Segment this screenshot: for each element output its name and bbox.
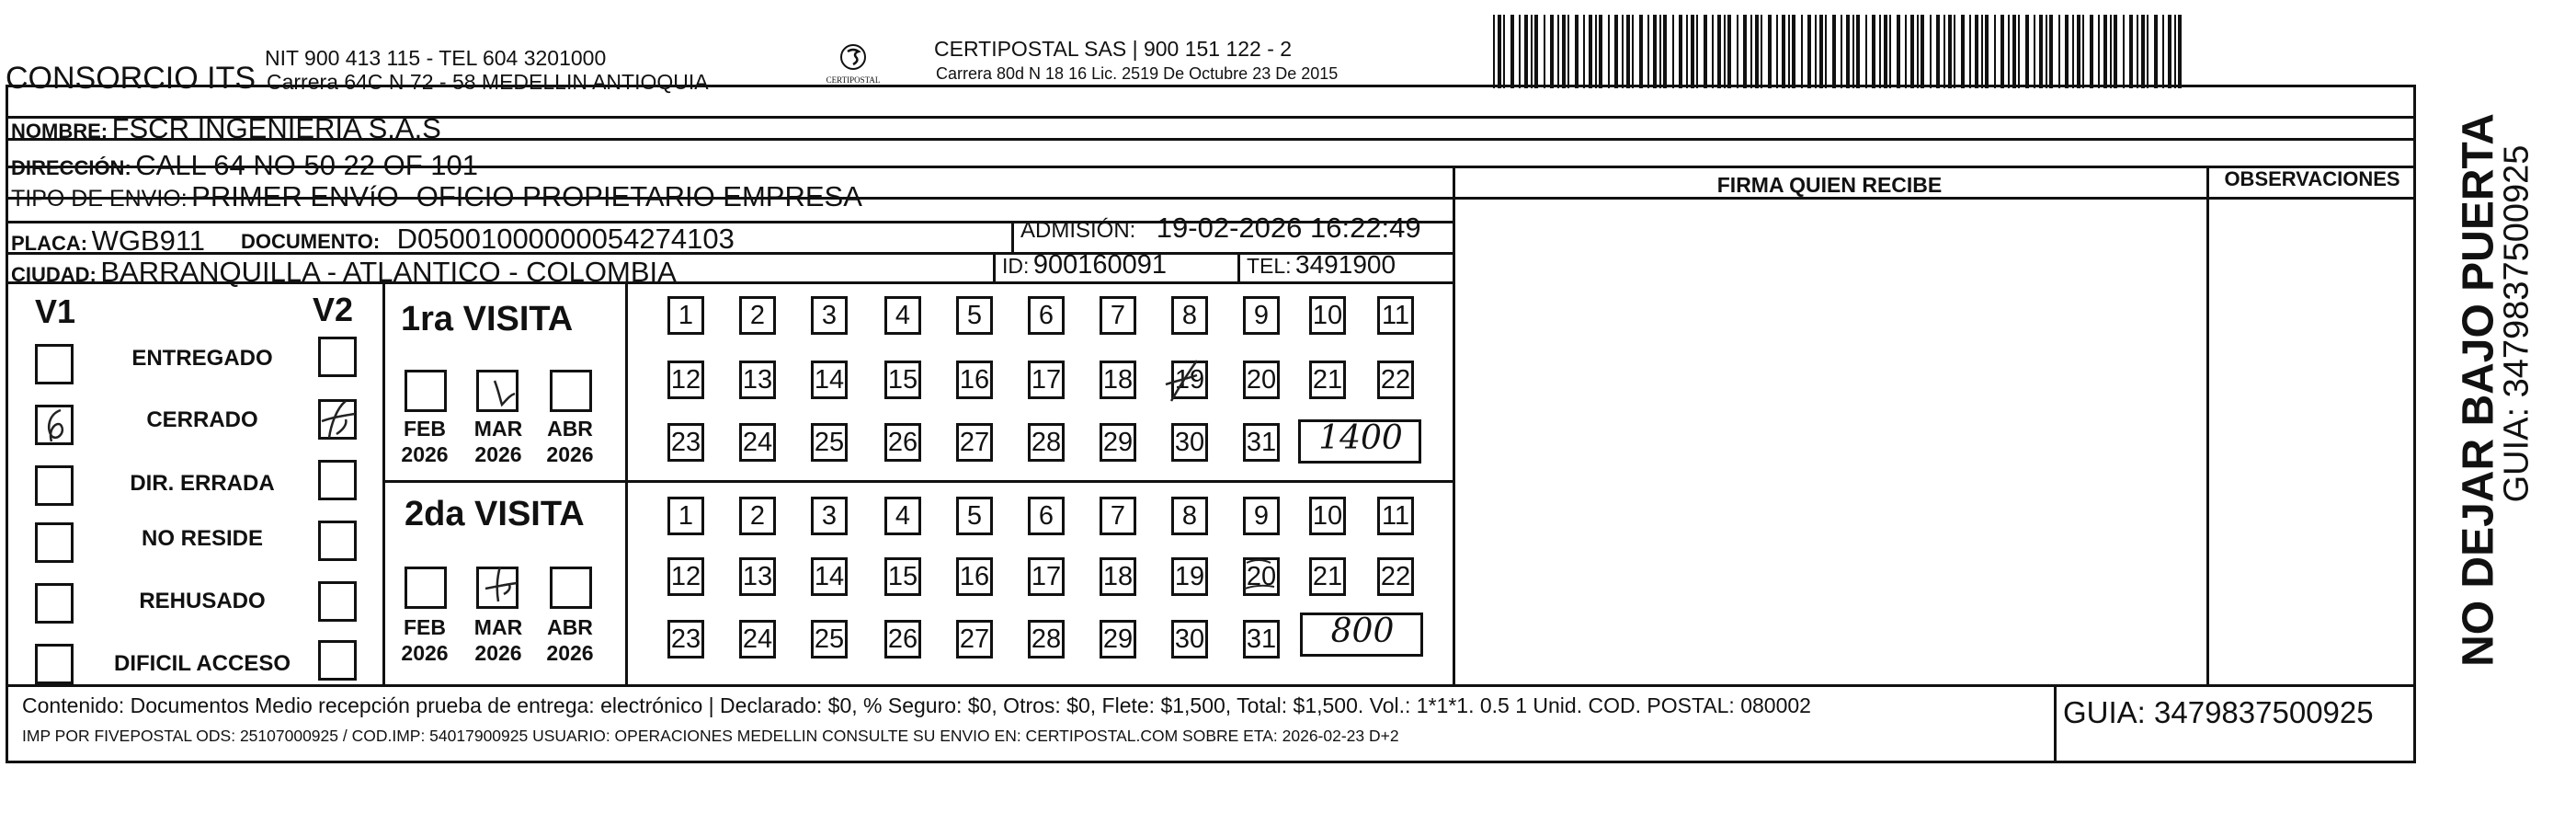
first-visit-day-21[interactable]: 21 xyxy=(1309,361,1346,399)
tel-row xyxy=(1247,250,1396,280)
v1-label: V1 xyxy=(35,292,76,330)
placa-value: WGB911 xyxy=(91,224,206,257)
second-visit-day-10[interactable]: 10 xyxy=(1309,497,1346,535)
footer-guia: GUIA: 3479837500925 xyxy=(2063,695,2374,729)
footer-imp: IMP POR FIVEPOSTAL ODS: 25107000925 / COD.IMP: 54017900925 USUARIO: OPERACIONES MEDELLIN CONSULTE SU ENVIO EN: CERTIPOSTAL.COM SOBRE ETA: 2026-02-23 D+2 xyxy=(22,727,1399,745)
first-visit-day-2[interactable]: 2 xyxy=(739,296,776,335)
v1-checkbox-dificil-acceso[interactable] xyxy=(35,644,74,684)
second-visit-day-19[interactable]: 19 xyxy=(1171,557,1208,596)
courier-address: Carrera 80d N 18 16 Lic. 2519 De Octubre 23 De 2015 xyxy=(936,64,1339,83)
second-visit-time: 800 xyxy=(1330,613,1395,650)
v2-checkbox-dir-errada[interactable] xyxy=(318,460,357,500)
second-visit-day-31[interactable]: 31 xyxy=(1243,620,1280,658)
first-visit-mar-mark xyxy=(476,368,522,418)
observaciones-heading: OBSERVACIONES xyxy=(2224,167,2400,190)
second-visit-day-8[interactable]: 8 xyxy=(1171,497,1208,535)
firma-heading: FIRMA QUIEN RECIBE xyxy=(1716,173,1943,197)
v2-checkbox-no-reside[interactable] xyxy=(318,521,357,561)
first-visit-day-19[interactable]: 19 xyxy=(1171,361,1208,399)
second-visit-day-30[interactable]: 30 xyxy=(1171,620,1208,658)
second-visit-day-7[interactable]: 7 xyxy=(1100,497,1136,535)
side-warning: NO DEJAR BAJO PUERTA xyxy=(2454,113,2503,667)
direccion-row xyxy=(11,149,478,182)
first-visit-day-3[interactable]: 3 xyxy=(811,296,848,335)
first-visit-day-10[interactable]: 10 xyxy=(1309,296,1346,335)
first-visit-day-14[interactable]: 14 xyxy=(811,361,848,399)
second-visit-day-1[interactable]: 1 xyxy=(667,497,704,535)
first-visit-day-28[interactable]: 28 xyxy=(1028,423,1065,462)
first-visit-day-9[interactable]: 9 xyxy=(1243,296,1280,335)
courier-line: CERTIPOSTAL SAS | 900 151 122 - 2 xyxy=(934,37,1293,61)
tipo-row xyxy=(11,180,862,213)
second-visit-day-17[interactable]: 17 xyxy=(1028,557,1065,596)
status-dificil-acceso: DIFICIL ACCESO xyxy=(113,651,291,676)
first-visit-day-1[interactable]: 1 xyxy=(667,296,704,335)
first-visit-feb-box[interactable] xyxy=(405,370,447,412)
first-visit-day-11[interactable]: 11 xyxy=(1377,296,1414,335)
second-visit-day-23[interactable]: 23 xyxy=(667,620,704,658)
second-visit-day-24[interactable]: 24 xyxy=(739,620,776,658)
direccion-value: CALL 64 NO 50 22 OF 101 xyxy=(135,149,479,181)
second-visit-day-25[interactable]: 25 xyxy=(811,620,848,658)
second-visit-day-3[interactable]: 3 xyxy=(811,497,848,535)
tipo-label: TIPO DE ENVIO: xyxy=(11,186,188,212)
status-dir-errada: DIR. ERRADA xyxy=(130,471,275,496)
documento-row xyxy=(241,223,735,256)
second-visit-day-20-mark xyxy=(1237,552,1283,608)
second-visit-day-11[interactable]: 11 xyxy=(1377,497,1414,535)
first-visit-day-26[interactable]: 26 xyxy=(884,423,921,462)
admision-value: 19-02-2026 16:22:49 xyxy=(1156,212,1421,244)
second-visit-day-9[interactable]: 9 xyxy=(1243,497,1280,535)
v1-checkbox-no-reside[interactable] xyxy=(35,522,74,563)
first-visit-day-18[interactable]: 18 xyxy=(1100,361,1136,399)
tel-label: TEL: xyxy=(1247,254,1292,278)
second-visit-day-21[interactable]: 21 xyxy=(1309,557,1346,596)
direccion-label: DIRECCIÓN: xyxy=(11,156,131,179)
nombre-row xyxy=(11,112,441,145)
second-visit-day-16[interactable]: 16 xyxy=(956,557,993,596)
second-visit-feb-box[interactable] xyxy=(405,567,447,609)
placa-label: PLACA: xyxy=(11,232,88,255)
second-visit-day-12[interactable]: 12 xyxy=(667,557,704,596)
nombre-value: FSCR INGENIERIA S.A.S xyxy=(111,112,441,144)
second-visit-feb-label: FEB 2026 xyxy=(401,615,449,665)
status-cerrado: CERRADO xyxy=(146,407,258,432)
first-visit-day-5[interactable]: 5 xyxy=(956,296,993,335)
second-visit-day-29[interactable]: 29 xyxy=(1100,620,1136,658)
first-visit-day-29[interactable]: 29 xyxy=(1100,423,1136,462)
v2-label: V2 xyxy=(313,291,354,328)
second-visit-abr-box[interactable] xyxy=(550,567,592,609)
id-value: 900160091 xyxy=(1032,250,1167,280)
first-visit-day-19-mark xyxy=(1160,357,1206,413)
v1-checkbox-entregado[interactable] xyxy=(35,344,74,384)
first-visit-day-8[interactable]: 8 xyxy=(1171,296,1208,335)
first-visit-day-7[interactable]: 7 xyxy=(1100,296,1136,335)
first-visit-day-4[interactable]: 4 xyxy=(884,296,921,335)
v2-cerrado-mark xyxy=(318,397,360,446)
second-visit-mar-mark xyxy=(476,561,522,613)
first-visit-title: 1ra VISITA xyxy=(401,300,574,338)
first-visit-day-17[interactable]: 17 xyxy=(1028,361,1065,399)
status-no-reside: NO RESIDE xyxy=(141,526,264,551)
admision-row xyxy=(1020,212,1421,245)
first-visit-day-23[interactable]: 23 xyxy=(667,423,704,462)
second-visit-day-6[interactable]: 6 xyxy=(1028,497,1065,535)
status-entregado: ENTREGADO xyxy=(131,346,273,371)
second-visit-day-5[interactable]: 5 xyxy=(956,497,993,535)
ciudad-value: BARRANQUILLA - ATLANTICO - COLOMBIA xyxy=(100,256,677,288)
first-visit-day-30[interactable]: 30 xyxy=(1171,423,1208,462)
first-visit-day-13[interactable]: 13 xyxy=(739,361,776,399)
second-visit-abr-label: ABR 2026 xyxy=(546,615,594,665)
first-visit-abr-label: ABR 2026 xyxy=(546,417,594,466)
second-visit-day-2[interactable]: 2 xyxy=(739,497,776,535)
v1-cerrado-mark xyxy=(39,405,75,452)
ciudad-label: CIUDAD: xyxy=(11,263,97,286)
nombre-label: NOMBRE: xyxy=(11,120,108,143)
v2-checkbox-rehusado[interactable] xyxy=(318,581,357,622)
first-visit-day-24[interactable]: 24 xyxy=(739,423,776,462)
first-visit-abr-box[interactable] xyxy=(550,370,592,412)
second-visit-day-20[interactable]: 20 xyxy=(1243,557,1280,596)
v2-checkbox-dificil-acceso[interactable] xyxy=(318,640,357,681)
id-row xyxy=(1002,250,1167,281)
logo-text: CERTIPOSTAL xyxy=(826,75,881,85)
tipo-value: PRIMER ENVíO -OFICIO PROPIETARIO EMPRESA xyxy=(191,180,862,212)
tel-value: 3491900 xyxy=(1295,250,1396,279)
v2-checkbox-entregado[interactable] xyxy=(318,337,357,377)
address-line: Carrera 64C N 72 - 58 MEDELLIN ANTIOQUIA xyxy=(267,70,709,94)
second-visit-day-4[interactable]: 4 xyxy=(884,497,921,535)
nit-line: NIT 900 413 115 - TEL 604 3201000 xyxy=(265,46,607,70)
second-visit-day-27[interactable]: 27 xyxy=(956,620,993,658)
second-visit-mar-label: MAR 2026 xyxy=(473,615,523,665)
placa-row xyxy=(11,224,205,258)
admision-label: ADMISIÓN: xyxy=(1020,218,1136,243)
first-visit-day-25[interactable]: 25 xyxy=(811,423,848,462)
v1-checkbox-dir-errada[interactable] xyxy=(35,465,74,506)
company-name: CONSORCIO ITS xyxy=(6,61,256,96)
first-visit-day-22[interactable]: 22 xyxy=(1377,361,1414,399)
first-visit-day-31[interactable]: 31 xyxy=(1243,423,1280,462)
second-visit-day-14[interactable]: 14 xyxy=(811,557,848,596)
v1-checkbox-rehusado[interactable] xyxy=(35,583,74,624)
first-visit-day-20[interactable]: 20 xyxy=(1243,361,1280,399)
footer-contenido: Contenido: Documentos Medio recepción prueba de entrega: electrónico | Declarado: $0, % Seguro: $0, Otros: $0, Flete: $1,500, Total: $1,500. Vol.: 1*1*1. 0.5 1 Unid. COD. POSTAL: 080002 xyxy=(22,693,1811,717)
documento-value: D05001000000054274103 xyxy=(396,223,735,255)
second-visit-day-28[interactable]: 28 xyxy=(1028,620,1065,658)
second-visit-day-22[interactable]: 22 xyxy=(1377,557,1414,596)
id-label: ID: xyxy=(1002,254,1030,278)
ciudad-row xyxy=(11,256,677,289)
second-visit-day-13[interactable]: 13 xyxy=(739,557,776,596)
status-rehusado: REHUSADO xyxy=(139,589,266,613)
barcode xyxy=(1493,15,2183,88)
first-visit-mar-label: MAR 2026 xyxy=(473,417,523,466)
first-visit-day-6[interactable]: 6 xyxy=(1028,296,1065,335)
first-visit-feb-label: FEB 2026 xyxy=(401,417,449,466)
first-visit-time: 1400 xyxy=(1318,419,1403,457)
side-guia: GUIA: 3479837500925 xyxy=(2497,144,2536,503)
first-visit-day-15[interactable]: 15 xyxy=(884,361,921,399)
first-visit-day-27[interactable]: 27 xyxy=(956,423,993,462)
documento-label: DOCUMENTO: xyxy=(241,230,381,253)
second-visit-day-18[interactable]: 18 xyxy=(1100,557,1136,596)
second-visit-title: 2da VISITA xyxy=(405,495,585,533)
second-visit-day-15[interactable]: 15 xyxy=(884,557,921,596)
first-visit-day-12[interactable]: 12 xyxy=(667,361,704,399)
second-visit-day-26[interactable]: 26 xyxy=(884,620,921,658)
first-visit-day-16[interactable]: 16 xyxy=(956,361,993,399)
